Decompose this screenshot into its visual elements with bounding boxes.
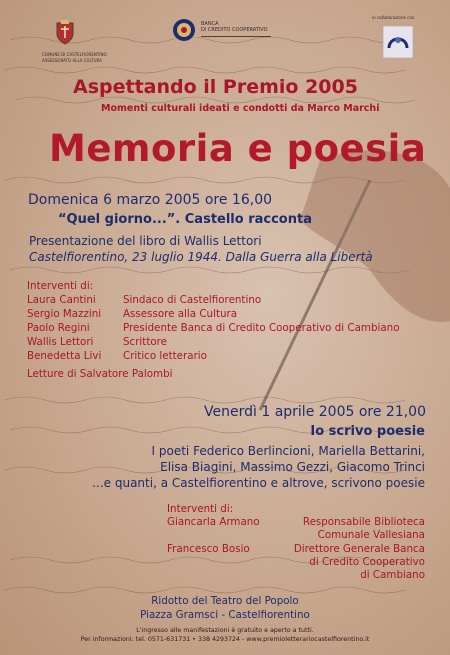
- event1-line1: Presentazione del libro di Wallis Lettori: [29, 234, 262, 248]
- venue-line1: Ridotto del Teatro del Popolo: [151, 595, 299, 607]
- event1-date: Domenica 6 marzo 2005 ore 16,00: [28, 192, 273, 208]
- bank-logo-icon: [172, 18, 196, 42]
- footer-line1: L'ingresso alle manifestazioni è gratuito e aperto a tutti.: [136, 627, 314, 634]
- comune-caption-1: COMUNE DI CASTELFIORENTINO: [42, 52, 107, 57]
- event2-speaker1-role-1: Responsabile Biblioteca: [302, 516, 425, 528]
- collaboration-caption: in collaborazione con: [372, 15, 415, 20]
- speaker-role: Presidente Banca di Credito Cooperativo di Cambiano: [123, 322, 400, 334]
- event1-line2: Castelfiorentino, 23 luglio 1944. Dalla Guerra alla Libertà: [29, 250, 373, 264]
- speaker-name: Paolo Regini: [27, 322, 90, 334]
- speaker-name: Sergio Mazzini: [27, 308, 102, 320]
- speaker-name: Benedetta Livi: [27, 350, 102, 362]
- event2-speaker2-name: Francesco Bosio: [167, 543, 250, 555]
- comune-crest-icon: [54, 20, 76, 46]
- speaker-role: Sindaco di Castelfiorentino: [123, 294, 262, 306]
- footer-line2: Per informazioni: tel. 0571-631731 • 338 4293724 - www.premioletterariocastelfiorentino.it: [80, 636, 370, 643]
- speaker-role: Assessore alla Cultura: [123, 308, 238, 320]
- event2-speaker2-role-3: di Cambiano: [360, 569, 425, 581]
- comune-caption-2: ASSESSORATO ALLA CULTURA: [42, 58, 102, 63]
- event1-speaker-list: [27, 294, 427, 374]
- speaker-name: Laura Cantini: [27, 294, 96, 306]
- venue-line2: Piazza Gramsci - Castelfiorentino: [140, 609, 310, 621]
- bank-divider: [201, 36, 271, 37]
- event2-title: Io scrivo poesie: [310, 424, 425, 439]
- event1-letture: Letture di Salvatore Palombi: [27, 368, 173, 380]
- bank-caption-1: BANCA: [201, 21, 219, 27]
- bank-caption-2: DI CREDITO COOPERATIVO: [201, 27, 268, 33]
- main-title: Memoria e poesia: [49, 127, 427, 170]
- header-subtitle: Momenti culturali ideati e condotti da Marco Marchi: [101, 103, 380, 114]
- event2-interventi-label: Interventi di:: [167, 503, 234, 515]
- header-title: Aspettando il Premio 2005: [73, 76, 358, 98]
- event2-poets-2: Elisa Biagini, Massimo Gezzi, Giacomo Trinci: [160, 460, 425, 474]
- speaker-name: Wallis Lettori: [27, 336, 94, 348]
- event2-speaker1-role-2: Comunale Vallesiana: [317, 529, 425, 541]
- event2-poets-1: I poeti Federico Berlincioni, Mariella Bettarini,: [151, 444, 425, 458]
- event2-poets-3: ...e quanti, a Castelfiorentino e altrove, scrivono poesie: [92, 476, 425, 490]
- event1-interventi-label: Interventi di:: [27, 280, 94, 292]
- event2-speaker1-name: Giancarla Armano: [167, 516, 260, 528]
- speaker-role: Scrittore: [123, 336, 168, 348]
- event2-speaker2-role-2: di Credito Cooperativo: [309, 556, 425, 568]
- event2-date: Venerdì 1 aprile 2005 ore 21,00: [204, 404, 426, 420]
- partner-logo-icon: [383, 26, 413, 58]
- event2-speaker2-role-1: Direttore Generale Banca: [293, 543, 425, 555]
- event1-title: “Quel giorno...”. Castello racconta: [58, 212, 312, 227]
- speaker-role: Critico letterario: [123, 350, 207, 362]
